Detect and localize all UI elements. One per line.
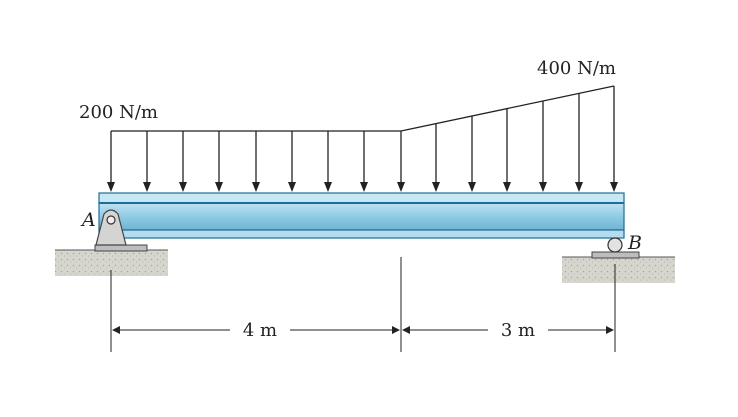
ground-b: [562, 257, 675, 283]
support-label-a: A: [82, 209, 96, 231]
load-arrow-head: [179, 182, 187, 192]
beam-top-flange: [99, 193, 624, 203]
load-label-left: 200 N/m: [79, 102, 158, 123]
support-label-b: B: [628, 232, 642, 254]
load-profile-line: [111, 86, 614, 131]
base-plate-a: [95, 245, 147, 251]
load-arrow-head: [575, 182, 583, 192]
dimension-label-right: 3 m: [500, 320, 536, 341]
load-arrow-head: [360, 182, 368, 192]
load-arrow-head: [432, 182, 440, 192]
distributed-load: [107, 86, 618, 192]
load-arrow-head: [468, 182, 476, 192]
dimension-label-left: 4 m: [242, 320, 278, 341]
beam-bottom-flange: [99, 230, 624, 238]
beam: [99, 193, 624, 238]
load-arrow-head: [610, 182, 618, 192]
roller-b: [608, 238, 622, 252]
load-arrow-head: [539, 182, 547, 192]
load-arrow-head: [107, 182, 115, 192]
load-arrow-head: [252, 182, 260, 192]
load-arrow-head: [215, 182, 223, 192]
load-arrow-head: [143, 182, 151, 192]
load-arrow-head: [288, 182, 296, 192]
load-arrow-head: [324, 182, 332, 192]
load-arrow-head: [397, 182, 405, 192]
roller-support-b: [562, 238, 675, 283]
beam-web: [99, 203, 624, 230]
pin-a: [107, 216, 115, 224]
load-label-right: 400 N/m: [537, 58, 616, 79]
load-arrow-head: [503, 182, 511, 192]
